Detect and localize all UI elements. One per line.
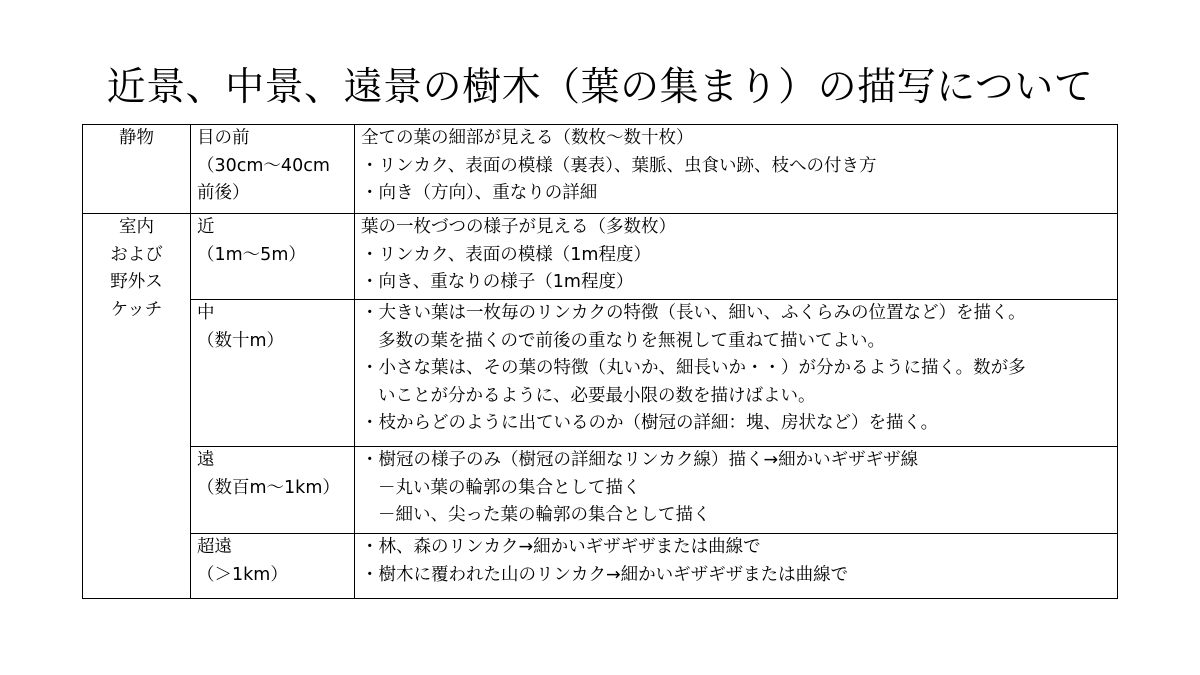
description-line: ・リンカク、表面の模様（裏表）、葉脈、虫食い跡、枝への付き方 [361, 155, 877, 176]
description-line: ・樹冠の様子のみ（樹冠の詳細なリンカク線）描く→細かいギザギザ線 [361, 450, 919, 470]
table-row [83, 447, 1118, 534]
table-row [83, 534, 1118, 599]
description-line: ・リンカク、表面の模様（1m程度） [361, 244, 651, 265]
category-label: 静物 [119, 128, 154, 148]
distance-label: 中 [197, 303, 215, 323]
category-label: および [110, 244, 163, 265]
distance-range: （＞1km） [197, 564, 288, 585]
description-line: ・小さな葉は、その葉の特徴（丸いか、細長いか・・）が分かるように描く。数が多 [361, 358, 1026, 378]
distance-cell [191, 300, 355, 447]
table-row [83, 300, 1118, 447]
distance-range: （1m～5m） [197, 244, 306, 265]
category-label: ケッチ [110, 299, 163, 320]
distance-range: 前後） [197, 183, 250, 203]
distance-cell [191, 125, 355, 214]
description-line: 葉の一枚づつの様子が見える（多数枚） [361, 217, 676, 237]
category-label: 野外ス [110, 272, 163, 292]
drawing-guide-table [82, 124, 1118, 599]
description-cell [355, 447, 1118, 534]
category-cell-still-life [83, 125, 191, 214]
distance-range: （数百m～1km） [197, 477, 340, 498]
description-line: 全ての葉の細部が見える（数枚～数十枚） [361, 128, 694, 148]
distance-label: 遠 [197, 450, 215, 470]
table-row [83, 125, 1118, 214]
distance-label: 超遠 [197, 537, 232, 557]
distance-range: （30cm～40cm [197, 155, 330, 176]
description-line: －丸い葉の輪郭の集合として描く [378, 477, 641, 498]
page-title: 近景、中景、遠景の樹木（葉の集まり）の描写について [106, 65, 1094, 110]
distance-cell [191, 534, 355, 599]
distance-cell [191, 214, 355, 300]
description-cell [355, 534, 1118, 599]
distance-label: 近 [197, 217, 215, 237]
description-line: ・大きい葉は一枚毎のリンカクの特徴（長い、細い、ふくらみの位置など）を描く。 [361, 303, 1026, 323]
category-label: 室内 [119, 217, 154, 237]
description-line: ・向き（方向）、重なりの詳細 [361, 183, 598, 203]
description-line: －細い、尖った葉の輪郭の集合として描く [378, 505, 711, 525]
description-cell [355, 125, 1118, 214]
description-line: いことが分かるように、必要最小限の数を描けばよい。 [378, 385, 816, 406]
category-cell-outdoor [83, 214, 191, 599]
description-line: 多数の葉を描くので前後の重なりを無視して重ねて描いてよい。 [378, 330, 886, 351]
distance-cell [191, 447, 355, 534]
description-line: ・向き、重なりの様子（1m程度） [361, 272, 634, 292]
description-cell [355, 300, 1118, 447]
description-line: ・枝からどのように出ているのか（樹冠の詳細：塊、房状など）を描く。 [361, 413, 939, 433]
distance-range: （数十m） [197, 330, 285, 351]
description-line: ・樹木に覆われた山のリンカク→細かいギザギザまたは曲線で [361, 564, 849, 585]
description-line: ・林、森のリンカク→細かいギザギザまたは曲線で [361, 537, 761, 557]
table-row [83, 214, 1118, 300]
description-cell [355, 214, 1118, 300]
distance-label: 目の前 [197, 128, 250, 148]
